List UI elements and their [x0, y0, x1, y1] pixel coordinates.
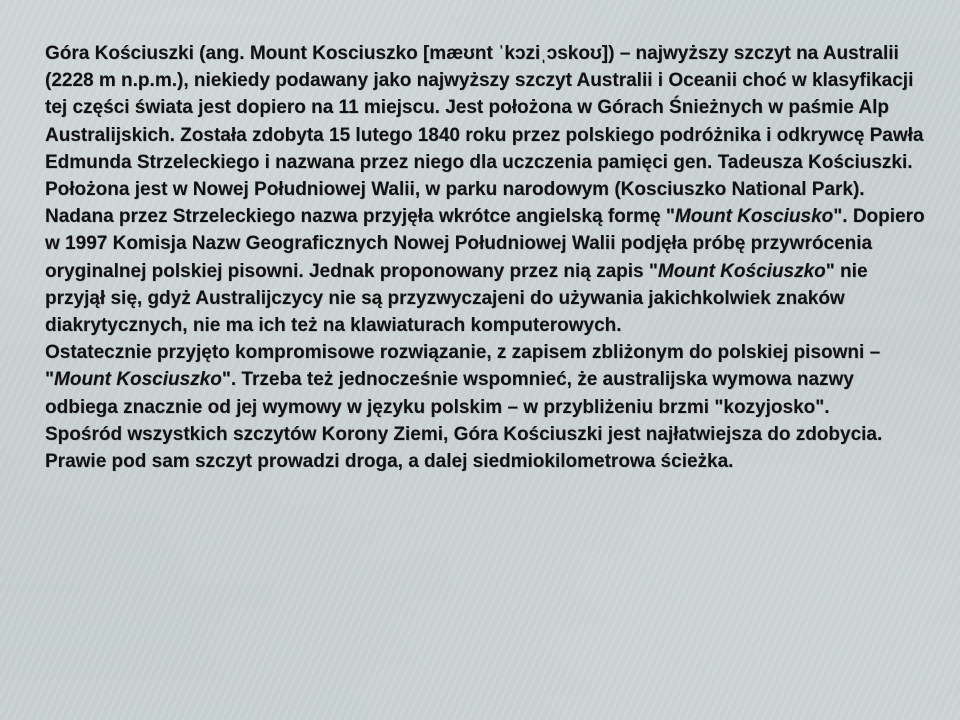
text-segment: " nie przyjął się, gdyż Australijczycy nie są przyzwyczajeni do używania jakichkolwiek znaków diakrytycznych, nie ma ich też na klawiaturach komputerowych. — [45, 260, 868, 337]
paragraph-intro — [45, 40, 930, 203]
italic-name: Mount Kościuszko — [657, 260, 826, 282]
text-segment: Spośród wszystkich szczytów Korony Ziemi, Góra Kościuszki jest najłatwiejsza do zdobycia. Prawie pod sam szczyt prowadzi droga, a dalej siedmiokilometrowa ścieżka. — [45, 423, 883, 473]
slide-text-body — [45, 40, 930, 475]
text-segment: ". Trzeba też jednocześnie wspomnieć, że australijska wymowa nazwy odbiega znacznie od jej wymowy w języku polskim – w przybliżeniu brzmi "kozyjosko". — [45, 369, 854, 418]
text-segment: Nadana przez Strzeleckiego nazwa przyjęła wkrótce angielską formę " — [45, 206, 675, 228]
paragraph-name-history — [45, 203, 930, 339]
term-gora-kosciuszki: Góra Kościuszki — [45, 43, 194, 64]
italic-name: Mount Kosciusko — [674, 206, 834, 228]
text-segment: ". Dopiero w 1997 Komisja Nazw Geograficznych Nowej Południowej Walii podjęła próbę przywrócenia oryginalnej polskiej pisowni. Jednak proponowany przez nią zapis " — [45, 206, 925, 282]
italic-name: Mount Kosciuszko — [54, 369, 222, 391]
text-segment: (ang. — [193, 43, 250, 64]
text-segment: Ostatecznie przyjęto kompromisowe rozwiązanie, z zapisem zbliżonym do polskiej pisowni – " — [45, 342, 881, 391]
paragraph-crown-of-earth — [45, 421, 930, 475]
term-mount-kosciuszko: Mount Kosciuszko — [249, 43, 418, 64]
text-segment: [mæʊnt ˈkɔziˌɔskoʊ]) – najwyższy szczyt na Australii (2228 m n.p.m.), niekiedy podawany jako najwyższy szczyt Australii i Oceanii choć w klasyfikacji tej części świata jest dopiero na 11 miejscu. Jest położona w Górach Śnieżnych w paśmie Alp Australijskich. Została zdobyta 15 lutego 1840 roku przez polskiego podróżnika i odkrywcę Pawła Edmunda Strzeleckiego i nazwana przez niego dla uczczenia pamięci gen. Tadeusza Kościuszki. Położona jest w Nowej Południowej Walii, w parku narodowym (Kosciuszko National Park). — [45, 43, 924, 201]
paragraph-compromise — [45, 339, 930, 421]
